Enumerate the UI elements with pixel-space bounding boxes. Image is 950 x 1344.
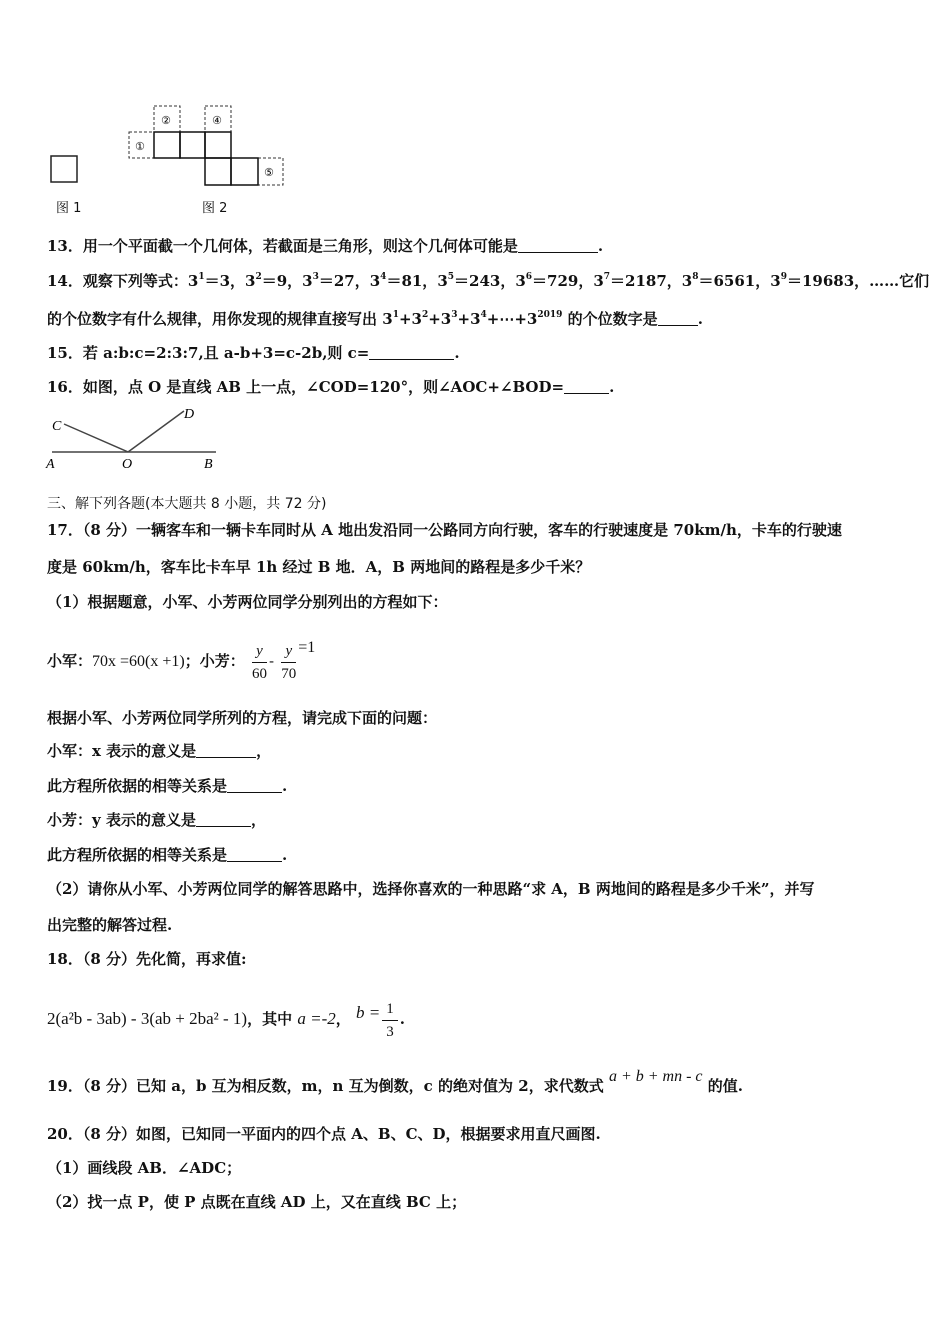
question-17-part-2-line-1: （2）请你从小军、小芳两位同学的解答思路中，选择你喜欢的一种思路“求 A，B 两地间的路程是多少千米”，并写 [47,880,815,898]
answer-blank [518,238,598,253]
xiaojun-equation: 70x =60(x +1) [92,653,185,670]
answer-blank [658,311,698,326]
power-equation: $3^4=81$， [369,272,438,290]
question-17-c: 小芳：y 表示的意义是 ， [47,811,266,829]
question-14-line-1: 14．观察下列等式：$3^1=3$，$3^2=9$，$3^3=27$，$3^4=81$，$3^5=243$，$3^6=729$，$3^7=2187$，$3^8=6561$，$3^9=19683$，……它们 [47,272,930,290]
question-17-d: 此方程所依据的相等关系是 . [47,846,288,864]
question-19: 19．（8 分）已知 a，b 互为相反数，m，n 互为倒数，c 的绝对值为 2，求代数式 a + b + mn - c 的值. [47,1068,743,1095]
question-17-prompt: 根据小军、小芳两位同学所列的方程，请完成下面的问题： [47,709,438,727]
answer-blank [227,847,282,862]
power-equation: $3^8=6561$， [681,272,771,290]
power-equation: $3^9=19683$ [770,272,855,290]
label-C: C [52,419,62,434]
power-equation: $3^2=9$， [245,272,303,290]
label-B: B [204,457,213,472]
figure-1-square [50,155,80,185]
question-13: 13．用一个平面截一个几何体，若截面是三角形，则这个几何体可能是 . [47,237,604,255]
question-16: 16．如图，点 O 是直线 AB 上一点，∠COD=120°，则∠AOC+∠BOD= . [47,378,615,396]
power-equation: $3^7=2187$， [593,272,682,290]
answer-blank [196,812,251,827]
answer-blank [227,778,282,793]
figure-1-caption: 图 1 [56,201,82,216]
question-18-expression-row: 2(a²b - 3ab) - 3(ab + 2ba² - 1)，其中 a =-2， b = $\frac{1}{3}$ . [47,988,405,1044]
question-20-line-2: （1）画线段 AB．∠ADC； [47,1159,242,1177]
question-17-a: 小军：x 表示的意义是 ， [47,742,272,760]
label-A: A [46,457,55,472]
question-17-part-1: （1）根据题意，小军、小芳两位同学分别列出的方程如下： [47,593,448,611]
power-equations [188,272,854,290]
question-17-line-2: 度是 60km/h，客车比卡车早 1h 经过 B 地．A，B 两地间的路程是多少千米？ [47,558,591,576]
algebraic-expression: a + b + mn - c [608,1068,703,1085]
net-label-2: ② [161,114,171,127]
question-17-b: 此方程所依据的相等关系是 . [47,777,288,795]
fraction-one-third: $\frac{1}{3}$ [382,998,398,1043]
figure-2-caption: 图 2 [202,201,228,216]
fraction-y-70: $\frac{y}{70}$ [281,640,296,685]
answer-blank [196,743,256,758]
b-lhs: b = [355,1003,381,1022]
figure-2-cube-net [125,105,290,190]
question-17-part-2-line-2: 出完整的解答过程. [47,916,173,934]
question-15: 15．若 a:b:c=2:3:7,且 a-b+3=c-2b,则 c= . [47,344,460,362]
power-equation: $3^6=729$， [515,272,594,290]
power-equation: $3^3=27$， [302,272,370,290]
angle-figure [44,402,224,474]
fraction-y-60: $\frac{y}{60}$ [252,640,267,685]
question-14-line-2: 的个位数字有什么规律，用你发现的规律直接写出 $3^1+3^2+3^3+3^4+\cdots+3^{2019}$ 的个位数字是 . [47,310,703,328]
question-17-line-1: 17．（8 分）一辆客车和一辆卡车同时从 A 地出发沿同一公路同方向行驶，客车的行驶速度是 70km/h，卡车的行驶速 [47,521,842,539]
question-18-title: 18．（8 分）先化简，再求值: [47,950,247,968]
label-O: O [122,457,133,472]
net-label-4: ④ [212,114,222,127]
question-20-line-1: 20．（8 分）如图，已知同一平面内的四个点 A、B、C、D，根据要求用直尺画图. [47,1125,601,1143]
section-3-heading: 三、解下列各题(本大题共 8 小题，共 72 分) [47,496,327,512]
answer-blank [564,379,609,394]
equations-row: 小军：70x =60(x +1)；小芳： $\frac{y}{60}$ - $\frac{y}{70}$ =1 [47,623,315,687]
a-value: a =-2 [297,1009,336,1028]
power-equation: $3^1=3$， [187,272,246,290]
simplify-expression: 2(a²b - 3ab) - 3(ab + 2ba² - 1) [47,1009,248,1028]
label-D: D [184,407,195,422]
question-20-line-3: （2）找一点 P，使 P 点既在直线 AD 上，又在直线 BC 上； [47,1193,467,1211]
power-equation: $3^5=243$， [437,272,516,290]
net-label-1: ① [135,140,145,153]
net-label-5: ⑤ [264,166,274,179]
answer-blank [369,345,454,360]
